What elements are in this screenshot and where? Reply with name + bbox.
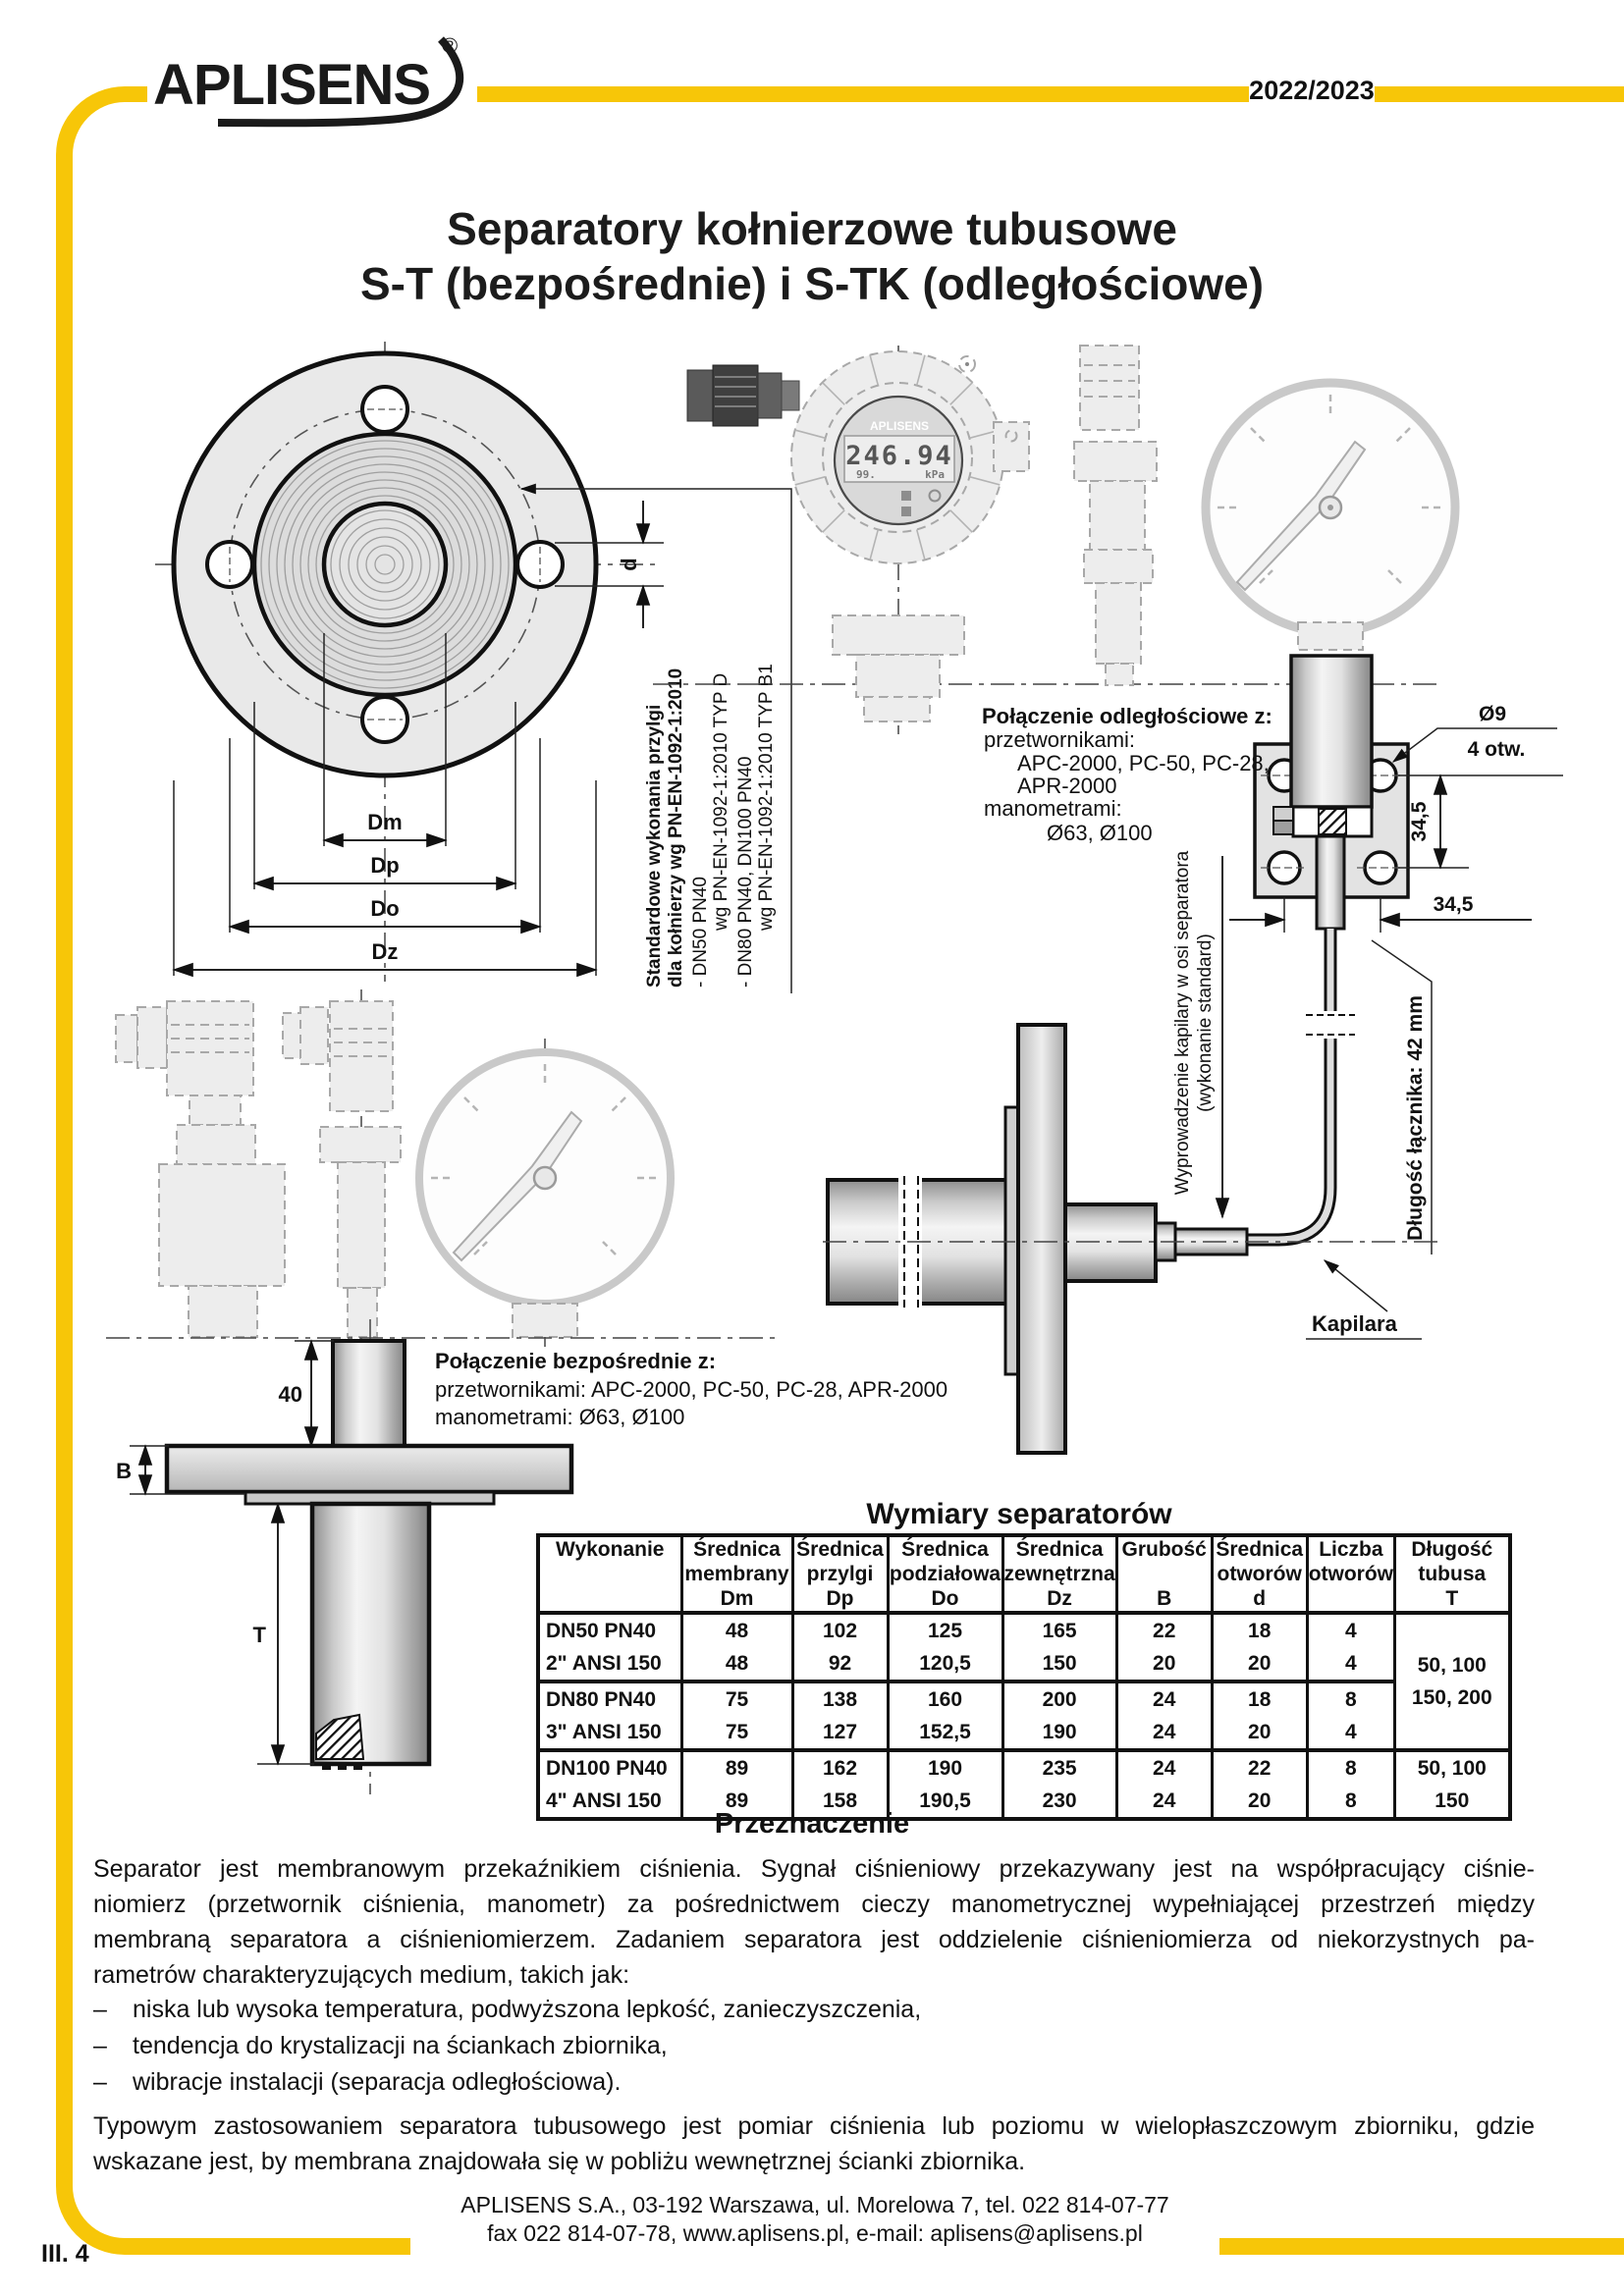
connector-cylinder — [1291, 656, 1372, 807]
bullet-item-1 — [93, 1995, 1535, 2025]
remote-note-line2: APC-2000, PC-50, PC-28, — [1017, 751, 1270, 775]
col-header-dz: Średnica zewnętrzna Dz — [1002, 1535, 1116, 1613]
logo-graphic — [147, 24, 477, 133]
tubus-cell-b: 50, 100 150 — [1395, 1750, 1510, 1819]
bullet-dash: – — [93, 2068, 107, 2096]
axis-note-line2: (wykonanie standard) — [1195, 934, 1216, 1112]
connector-length-note — [1372, 940, 1432, 1255]
direct-connection-note — [435, 1349, 947, 1429]
flange-note-line5: - DN80 PN40, DN100 PN40 — [735, 756, 756, 988]
direct-note-line1: przetwornikami: APC-2000, PC-50, PC-28, APR-2000 — [435, 1377, 948, 1402]
remote-connection-note — [982, 704, 1272, 845]
capillary-label-group — [1306, 1260, 1422, 1339]
capillary-axis-note — [1172, 850, 1222, 1217]
table-title: Wymiary separatorów — [866, 1498, 1172, 1530]
display-brand: APLISENS — [869, 419, 930, 433]
bullet-item-2 — [93, 2031, 1535, 2061]
dim-label-do: Do — [370, 896, 400, 921]
flange-front-view — [155, 342, 660, 982]
dim-label-t: T — [252, 1623, 266, 1647]
dim-label-345-horizontal: 34,5 — [1433, 893, 1474, 916]
transmitter-pc50-ghost — [116, 1001, 285, 1337]
cable-gland-icon — [687, 365, 799, 426]
lcd-value: 246.94 — [845, 441, 953, 471]
flange-note-line6: wg PN-EN-1092-1:2010 TYP B1 — [756, 664, 777, 931]
dimensions-table — [536, 1533, 1512, 1821]
table-row-dn100: DN100 PN40 4" ANSI 150 89 89 162 158 190 190,5 235 230 24 24 22 20 8 8 50, 100 150 — [538, 1750, 1510, 1819]
edition-label: 2022/2023 — [1249, 75, 1375, 105]
paragraph1-line4: rametrów charakteryzujących medium, takich jak: — [93, 1961, 630, 1989]
direct-note-title: Połączenie bezpośrednie z: — [435, 1349, 717, 1373]
paragraph2-line1: Typowym zastosowaniem separatora tubusowego jest pomiar ciśnienia lub poziomu w wielopłaszczowym zbiorniku, gdzie — [93, 2112, 1535, 2140]
dim-label-dp: Dp — [370, 853, 400, 878]
footer — [410, 2187, 1219, 2269]
col-header-wykonanie: Wykonanie — [538, 1535, 681, 1613]
tubus-cell-a: 50, 100 150, 200 — [1395, 1613, 1510, 1750]
col-header-b: Grubość B — [1116, 1535, 1212, 1613]
lcd-sub-left: 99. — [856, 468, 876, 481]
page-number: III. 4 — [41, 2240, 89, 2268]
flange-note-line1: Standardowe wykonania przylgi — [644, 704, 665, 988]
transmitter-side-ghost — [1074, 346, 1157, 685]
length-note-text: Długość łącznika: 42 mm — [1404, 995, 1427, 1241]
remote-note-title: Połączenie odległościowe z: — [982, 704, 1272, 728]
footer-address: APLISENS S.A., 03-192 Warszawa, ul. Morelowa 7, tel. 022 814-07-77 — [460, 2192, 1169, 2217]
paragraph2-line2: wskazane jest, by membrana znajdowała się w pobliżu wewnętrznej ścianki zbiornika. — [93, 2148, 1026, 2175]
paragraph1-line3: membraną separatora a ciśnieniomierzem. Zadaniem separatora jest oddzielenie ciśnieniomierza od niekorzystnych pa- — [93, 1926, 1535, 1953]
col-header-do: Średnica podziałowa Do — [888, 1535, 1002, 1613]
table-row-dn80: DN80 PN40 3" ANSI 150 75 75 138 127 160 152,5 200 190 24 24 18 20 8 4 — [538, 1682, 1510, 1750]
bullet-item-3 — [93, 2067, 1535, 2098]
col-header-t: Długość tubusa T — [1395, 1535, 1510, 1613]
col-header-d: Średnica otworów d — [1212, 1535, 1307, 1613]
lcd-sub-right: kPa — [925, 468, 945, 481]
paragraph1-line1: Separator jest membranowym przekaźnikiem ciśnienia. Sygnał ciśnieniowy przekazywany jest na współpracujący ciśnie- — [93, 1855, 1535, 1883]
flange-standard-note — [644, 664, 777, 988]
dim-label-d: d — [617, 558, 641, 571]
capillary-label: Kapilara — [1312, 1311, 1397, 1336]
capillary-stub — [1317, 836, 1344, 929]
dim-label-dz: Dz — [371, 939, 399, 964]
aplisens-logo — [147, 24, 477, 133]
page-title-line2: S-T (bezpośrednie) i S-TK (odległościowe) — [359, 258, 1265, 309]
bullet-dash: – — [93, 2032, 107, 2059]
axis-note-line1: Wyprowadzenie kapilary w osi separatora — [1172, 850, 1193, 1196]
transmitter-apc2000-ghost — [687, 346, 1029, 734]
dim-label-40: 40 — [278, 1382, 302, 1407]
direct-note-line2: manometrami: Ø63, Ø100 — [435, 1405, 685, 1429]
pressure-gauge-ghost-top — [1206, 383, 1455, 650]
transmitter-pc28-ghost — [283, 989, 401, 1347]
bullet-text-1: niska lub wysoka temperatura, podwyższona lepkość, zanieczyszczenia, — [133, 1996, 922, 2023]
table-header-row — [538, 1535, 1510, 1613]
edition-year — [1249, 69, 1375, 112]
col-header-dm: Średnica membrany Dm — [681, 1535, 792, 1613]
remote-note-line4: manometrami: — [984, 796, 1122, 821]
bullet-text-2: tendencja do krystalizacji na ściankach zbiornika, — [133, 2032, 668, 2059]
bullet-text-3: wibracje instalacji (separacja odległościowa). — [133, 2068, 622, 2096]
logo-text: APLISENS — [153, 53, 431, 117]
page-title-line1: Separatory kołnierzowe tubusowe — [447, 203, 1177, 254]
mounting-bracket-assembly — [1255, 656, 1408, 929]
dim-label-dia9: Ø9 — [1478, 703, 1507, 725]
remote-note-line3: APR-2000 — [1017, 774, 1117, 798]
dim-label-dm: Dm — [367, 810, 403, 834]
table-row-dn50: DN50 PN40 2" ANSI 150 48 48 102 92 125 120,5 165 150 22 20 18 20 4 4 50, 100 150, 200 — [538, 1613, 1510, 1682]
col-header-dp: Średnica przylgi Dp — [792, 1535, 888, 1613]
flange-note-line4: wg PN-EN-1092-1:2010 TYP D — [711, 672, 731, 931]
dim-label-b: B — [116, 1459, 132, 1483]
pressure-gauge-ghost-middle — [419, 1039, 671, 1347]
flange-note-line2: dla kołnierzy wg PN-EN-1092-1:2010 — [666, 667, 686, 988]
section-heading-przeznaczenie: Przeznaczenie — [714, 1808, 910, 1840]
remote-note-line5: Ø63, Ø100 — [1047, 821, 1153, 845]
flange-note-line3: - DN50 PN40 — [690, 877, 711, 988]
dim-label-345-vertical: 34,5 — [1408, 801, 1431, 842]
col-header-liczba: Liczba otworów — [1307, 1535, 1394, 1613]
bullet-dash: – — [93, 1996, 107, 2023]
dim-label-4otw: 4 otw. — [1467, 738, 1526, 761]
footer-contact: fax 022 814-07-78, www.aplisens.pl, e-mail: aplisens@aplisens.pl — [487, 2220, 1143, 2246]
capillary-tube — [1247, 929, 1355, 1240]
paragraph1-line2: niomierz (przetwornik ciśnienia, manometr) za pośrednictwem cieczy manometrycznej wypełniającej przestrzeń między — [93, 1891, 1535, 1918]
remote-note-line1: przetwornikami: — [984, 727, 1136, 752]
registered-mark-icon: ® — [442, 33, 459, 58]
